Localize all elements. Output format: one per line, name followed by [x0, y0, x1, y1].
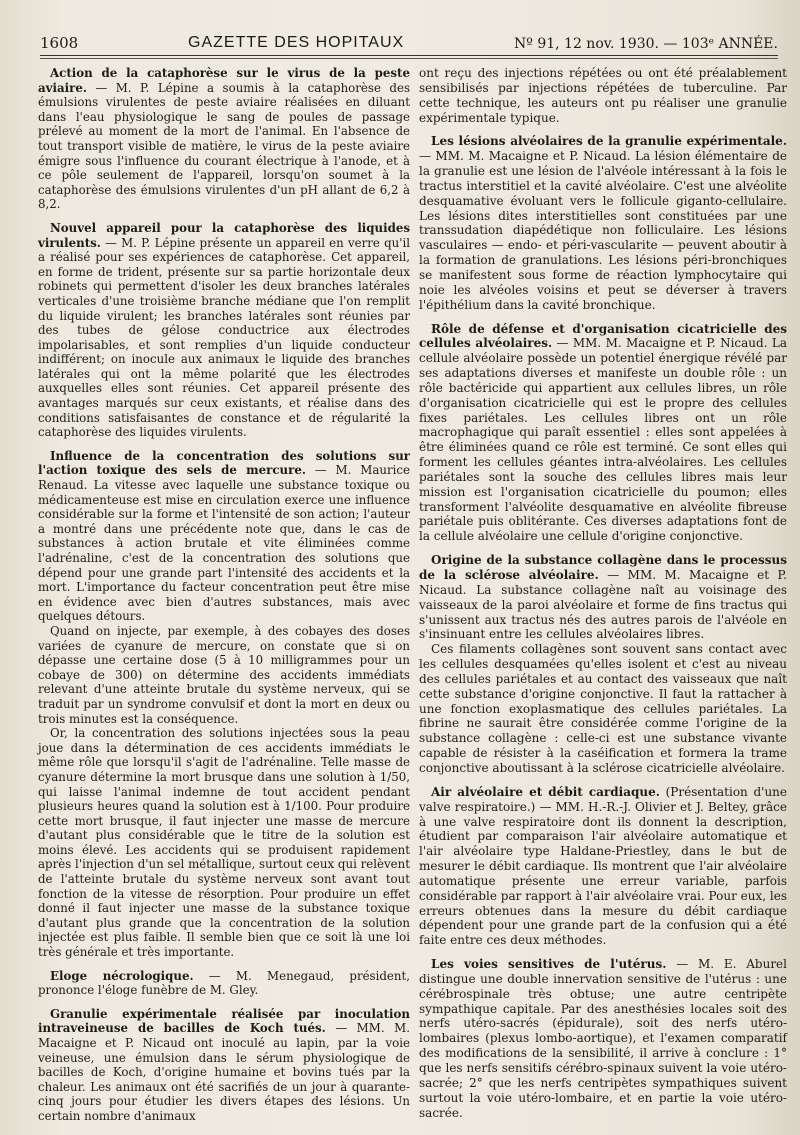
article-body: — M. P. Lépine a soumis à la cataphorèse des émulsions virulentes de peste aviaire réalisées en diluant dans l'eau physiologique le sang de poules de passage prélevé au moment de la mort de l'animal. En l'absence de tout transport visible de matière, le virus de la peste aviaire émigre sous l'influence du courant électrique à l'anode, et à ce pôle seulement de l'appareil, lorsqu'on soumet à la cataphorèse des émulsions virulentes d'un pH allant de 6,2 à 8,2.	[38, 80, 410, 212]
page-number: 1608	[40, 34, 79, 52]
article-body: ont reçu des injections répétées ou ont été préalablement sensibilisés par injections répétées de tuberculine. Par cette technique, les auteurs ont pu réaliser une granulie expérimentale typique.	[419, 66, 787, 125]
article-title: Granulie expérimentale réalisée par inoculation intraveineuse de bacilles de Koch tués.	[38, 1006, 410, 1036]
header-rule	[40, 55, 778, 56]
article-body: — MM. M. Macaigne et P. Nicaud. La substance collagène naît au voisinage des vaisseaux de la paroi alvéolaire et forme de fins tractus qui s'unissent aux tractus nés des autres parois de l'alvéole en s'insinuant entre les cellules alvéolaires libres.	[419, 568, 787, 642]
article-body: — M. P. Lépine présente un appareil en verre qu'il a réalisé pour ses expériences de cataphorèse. Cet appareil, en forme de trident, présente sur sa partie horizontale deux robinets qui permettent d'isoler les deux branches latérales verticales d'une troisième branche médiane que l'on remplit du liquide virulent; les branches latérales sont réunies par des tubes de gélose conductrice aux électrodes impolarisables, et sont remplies d'un liquide conducteur indifférent; on inocule aux animaux le liquide des branches latérales qui ont la même polarité que les électrodes auxquelles elles sont réunies. Cet appareil présente des avantages marqués sur ceux existants, et réalise dans des conditions satisfaisantes de constance et de régularité la cataphorèse des liquides virulents.	[38, 235, 411, 440]
right-column	[419, 66, 787, 1120]
paragraph-concentration	[38, 726, 410, 960]
article-lesions-alveolaires	[419, 134, 787, 312]
article-body: — M. Menegaud, président, prononce l'éloge funèbre de M. Gley.	[38, 968, 411, 998]
article-substance-collagene	[419, 553, 787, 642]
article-voies-sensitives	[419, 957, 787, 1120]
article-body: Or, la concentration des solutions injectées sous la peau joue dans la détermination de ces accidents immédiats le même rôle que lorsqu'il s'agit de l'adrénaline. Telle masse de cyanure détermine la mort brusque dans une solution à 1/50, qui laisse l'animal indemne de tout accident pendant plusieurs heures quand la solution est à 1/100. Pour produire cette mort brusque, il faut injecter une masse de mercure d'autant plus considérable que le titre de la solution est moins élevé. Les accidents qui se produisent rapidement après l'injection d'un sel métallique, surtout ceux qui relèvent de l'atteinte brutale du système nerveux sont avant tout fonction de la vitesse de résorption. Pour produire un effet donné il faut injecter une masse de la substance toxique d'autant plus grande que la concentration de la solution injectée est plus faible. Il semble bien que ce soit là une loi très générale et très importante.	[38, 726, 410, 960]
paragraph-filaments	[419, 642, 787, 776]
article-body: (Présentation d'une valve respiratoire.) — MM. H.-R.-J. Olivier et J. Beltey, grâce à une valve respiratoire dont ils donnent la description, étudient par comparaison l'air alvéolaire automatique et l'air alvéolaire type Haldane-Priestley, dans le but de mesurer le débit cardiaque. Ils montrent que l'air alvéolaire automatique présente une erreur variable, parfois considérable par rapport à l'air alvéolaire vrai. Pour eux, les erreurs obtenues dans la mesure du débit cardiaque dépendent pour une grande part de la confusion qui a été faite entre ces deux méthodes.	[419, 784, 787, 948]
article-role-defense	[419, 322, 787, 545]
paragraph-cyanure	[38, 624, 410, 726]
left-column	[38, 66, 410, 1124]
article-body: — MM. M. Macaigne et P. Nicaud. La cellule alvéolaire possède un potentiel énergique révélé par ses adaptations diverses et manifeste un double rôle : un rôle bactéricide qui appartient aux cellules libres, un rôle d'organisation cicatricielle qui est le propre des cellules fixes pariétales. Les cellules libres ont un rôle macrophagique qui paraît essentiel : elles sont appelées à être éliminées quand ce rôle est terminé. Ce sont elles qui forment les cellules géantes intra-alvéolaires. Les cellules pariétales sont la souche des cellules libres mais leur mission est l'organisation cicatricielle du poumon; elles transforment l'alvéolite desquamative en alvéolite fibreuse pariétale puis oblitérante. Ces diverses adaptations font de la cellule alvéolaire une cellule d'origine conjonctive.	[419, 336, 787, 544]
article-concentration-mercure	[38, 449, 410, 624]
article-title: Air alvéolaire et débit cardiaque.	[431, 784, 660, 799]
header-rule-secondary	[40, 58, 778, 59]
paragraph-granulie-continued	[419, 66, 787, 125]
article-title: Rôle de défense et d'organisation cicatricielle des cellules alvéolaires.	[419, 321, 787, 351]
article-title: Action de la cataphorèse sur le virus de la peste aviaire.	[38, 66, 410, 95]
article-body: Ces filaments collagènes sont souvent sans contact avec les cellules desquamées qu'elles isolent et c'est au niveau des cellules pariétales et au contact des vaisseaux que naît cette substance d'origine conjonctive. Il faut la rattacher à une fonction exoplasmatique des cellules pariétales. La fibrine ne saurait être considérée comme l'origine de la substance collagène : celle-ci est une substance vivante capable de résister à la caséification et formera la trame conjonctive aboutissant à la sclérose cicatricielle alvéolaire.	[419, 642, 787, 775]
article-eloge	[38, 969, 410, 998]
issue-info: Nº 91, 12 nov. 1930. — 103ᵉ ANNÉE.	[514, 36, 778, 52]
article-title: Influence de la concentration des solutions sur l'action toxique des sels de mercure.	[38, 448, 410, 478]
article-granulie	[38, 1007, 410, 1124]
article-body: — M. Maurice Renaud. La vitesse avec laquelle une substance toxique ou médicamenteuse est mise en circulation exerce une influence considérable sur la forme et l'intensité de son action; l'auteur a montré dans une précédente note que, dans le cas de substances à action brutale et vite éliminées comme l'adrénaline, c'est de la concentration des solutions que dépend pour une grande part l'intensité des accidents et la mort. L'importance du facteur concentration peut être mise en évidence avec bien d'autres substances, mais avec quelques détours.	[38, 463, 410, 624]
article-air-alveolaire	[419, 785, 787, 948]
article-body: — MM. M. Macaigne et P. Nicaud ont inoculé au lapin, par la voie veineuse, une émulsion dans le sérum physiologique de bacilles de Koch, d'origine humaine et bovins tués par la chaleur. Les animaux ont été sacrifiés de un jour à quarante-cinq jours pour étudier les divers étapes des lésions. Un certain nombre d'animaux	[38, 1021, 410, 1123]
article-body: — M. E. Aburel distingue une double innervation sensitive de l'utérus : une cérébrospinale très obtuse; une autre centripète sympathique capitale. Par des anesthésies locales soit des nerfs utéro-sacrés (épidurale), soit des nerfs utéro-lombaires (plexus lombo-aortique), et l'examen comparatif des modifications de la sensibilité, il arrive à conclure : 1° que les nerfs sensitifs cérébro-spinaux suivent la voie utéro-sacrée; 2° que les nerfs centripètes sympathiques suivent surtout la voie utéro-lombaire, et en partie la voie utéro-sacrée.	[419, 957, 787, 1120]
article-title: Les voies sensitives de l'utérus.	[431, 957, 667, 972]
journal-title: GAZETTE DES HOPITAUX	[188, 34, 405, 51]
article-body: — MM. M. Macaigne et P. Nicaud. La lésion élémentaire de la granulie est une lésion de l'alvéole intéressant à la fois le tractus interstitiel et la cavité alvéolaire. C'est une alvéolite desquamative évoluant vers le follicule giganto-cellulaire. Les lésions dites interstitielles sont constituées par une transsudation diapédétique non folliculaire. Les lésions vasculaires — endo- et péri-vascularite — peuvent aboutir à la formation de granulations. Les lésions péri-bronchiques se manifestent sous forme de réaction lymphocytaire qui noie les alvéoles voisins et peut se déverser à travers l'épithélium dans la cavité bronchique.	[419, 149, 787, 312]
article-title: Eloge nécrologique.	[50, 968, 194, 983]
article-cataphorese-peste	[38, 66, 410, 212]
article-title: Les lésions alvéolaires de la granulie expérimentale.	[431, 134, 787, 149]
page-header	[40, 22, 778, 52]
article-appareil-cataphorese	[38, 221, 410, 440]
article-title: Origine de la substance collagène dans le processus de la sclérose alvéolaire.	[419, 553, 787, 582]
article-body: Quand on injecte, par exemple, à des cobayes des doses variées de cyanure de mercure, on constate que si on dépasse une certaine dose (5 à 10 milligrammes pour un cobaye de 300) on détermine des accidents immédiats relevant d'une atteinte brutale du système nerveux, qui se traduit par un syndrome convulsif et dont la mort en deux ou trois minutes est la conséquence.	[38, 623, 410, 726]
article-title: Nouvel appareil pour la cataphorèse des liquides virulents.	[38, 220, 410, 250]
